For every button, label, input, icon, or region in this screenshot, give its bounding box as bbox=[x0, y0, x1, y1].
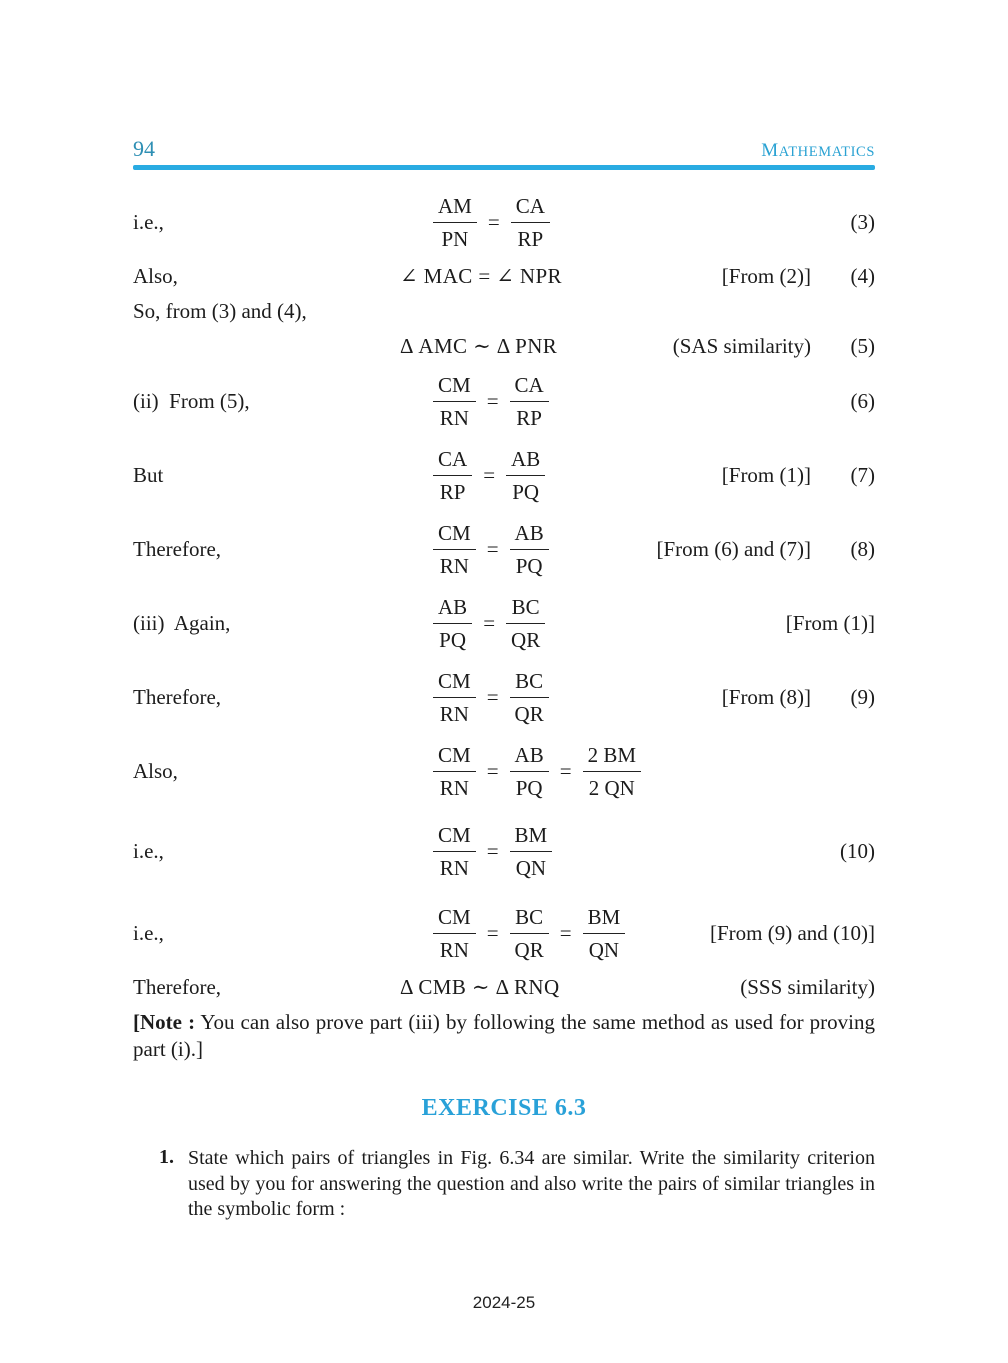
fraction-numerator: CA bbox=[511, 194, 550, 223]
proof-block bbox=[133, 185, 875, 1005]
fraction-denominator: PQ bbox=[439, 627, 467, 652]
proof-row-equation bbox=[400, 373, 811, 430]
fraction-denominator: RN bbox=[439, 405, 469, 430]
proof-row-label: Also, bbox=[133, 264, 178, 288]
equation-number: (7) bbox=[850, 462, 875, 487]
equation-number: (5) bbox=[850, 334, 875, 358]
fraction-numerator: AB bbox=[506, 447, 545, 476]
source-note: [From (6) and (7)] bbox=[656, 536, 811, 561]
equation-number: (10) bbox=[840, 838, 875, 863]
proof-row-label: Also, bbox=[133, 758, 178, 783]
proof-row-label: Therefore, bbox=[133, 684, 222, 709]
fraction-numerator: CM bbox=[433, 373, 476, 402]
proof-row-equation bbox=[400, 447, 722, 504]
page-header bbox=[133, 0, 875, 162]
fraction bbox=[510, 521, 549, 578]
proof-row-equation bbox=[400, 334, 673, 359]
proof-row-annotation bbox=[722, 463, 875, 488]
fraction-numerator: CM bbox=[433, 669, 476, 698]
fraction bbox=[583, 905, 626, 962]
header-rule bbox=[133, 165, 875, 170]
fraction bbox=[433, 743, 476, 800]
fraction-denominator: QR bbox=[514, 937, 544, 962]
proof-row-annotation bbox=[722, 685, 875, 710]
fraction bbox=[510, 373, 549, 430]
fraction bbox=[510, 905, 549, 962]
fraction-numerator: CA bbox=[433, 447, 472, 476]
fraction-denominator: RN bbox=[439, 553, 469, 578]
fraction-numerator: CM bbox=[433, 823, 476, 852]
equation-number: (8) bbox=[850, 536, 875, 561]
equation-text: Δ CMB ∼ Δ RNQ bbox=[400, 975, 560, 999]
fraction-denominator: QR bbox=[514, 701, 544, 726]
proof-row-equation bbox=[400, 905, 710, 962]
running-title-initial: M bbox=[761, 140, 779, 161]
running-title-rest: ATHEMATICS bbox=[778, 144, 875, 160]
exercise-heading: EXERCISE 6.3 bbox=[421, 1095, 587, 1121]
proof-row-annotation bbox=[722, 264, 875, 289]
equals-operator: = bbox=[559, 758, 572, 783]
question-text: State which pairs of triangles in Fig. 6.34 are similar. Write the similarity criterion used by you for answering the question and also write the pairs of similar triangles in the symbolic form : bbox=[188, 1147, 875, 1220]
fraction-numerator: AB bbox=[510, 521, 549, 550]
fraction-numerator: BC bbox=[506, 595, 545, 624]
equation-text: Δ AMC ∼ Δ PNR bbox=[400, 334, 558, 358]
proof-row-label: (iii) Again, bbox=[133, 610, 231, 635]
equation-number: (6) bbox=[850, 388, 875, 413]
fraction bbox=[510, 669, 549, 726]
proof-row bbox=[133, 512, 875, 586]
equals-operator: = bbox=[487, 209, 500, 234]
proof-row-equation bbox=[400, 264, 722, 289]
proof-row bbox=[133, 896, 875, 970]
equals-operator: = bbox=[559, 920, 572, 945]
fraction-denominator: RP bbox=[516, 405, 542, 430]
proof-row-label: Therefore, bbox=[133, 975, 222, 999]
fraction-denominator: 2 QN bbox=[588, 775, 635, 800]
question-item bbox=[133, 1146, 875, 1223]
fraction bbox=[433, 521, 476, 578]
source-note: (SSS similarity) bbox=[740, 975, 875, 999]
note-paragraph bbox=[133, 1009, 875, 1063]
proof-row-annotation bbox=[786, 611, 875, 636]
proof-row-label: i.e., bbox=[133, 920, 164, 945]
equation-number: (4) bbox=[850, 264, 875, 288]
fraction bbox=[510, 823, 553, 880]
proof-row-annotation bbox=[740, 975, 875, 1000]
proof-row-equation bbox=[400, 521, 656, 578]
fraction-numerator: AB bbox=[433, 595, 472, 624]
equation-number: (3) bbox=[850, 209, 875, 234]
fraction-numerator: BM bbox=[510, 823, 553, 852]
proof-row-label: i.e., bbox=[133, 209, 164, 234]
proof-row-annotation bbox=[673, 334, 875, 359]
proof-row bbox=[133, 259, 875, 294]
equals-operator: = bbox=[486, 684, 499, 709]
fraction-denominator: QR bbox=[511, 627, 541, 652]
equals-operator: = bbox=[486, 838, 499, 863]
fraction bbox=[433, 194, 477, 251]
equals-operator: = bbox=[486, 920, 499, 945]
equation-text: ∠ MAC = ∠ NPR bbox=[400, 264, 562, 288]
fraction-numerator: CM bbox=[433, 905, 476, 934]
proof-row-equation bbox=[400, 194, 811, 251]
fraction-denominator: PN bbox=[441, 226, 469, 251]
fraction-denominator: RN bbox=[439, 855, 469, 880]
fraction-denominator: RP bbox=[517, 226, 544, 251]
proof-row-equation bbox=[400, 669, 722, 726]
note-label: [Note : bbox=[133, 1010, 196, 1034]
fraction bbox=[433, 447, 472, 504]
source-note: [From (1)] bbox=[785, 610, 875, 635]
fraction bbox=[433, 595, 472, 652]
fraction bbox=[506, 595, 545, 652]
fraction-denominator: PQ bbox=[515, 775, 543, 800]
source-note: [From (8)] bbox=[721, 684, 811, 709]
proof-row bbox=[133, 438, 875, 512]
fraction-numerator: BM bbox=[583, 905, 626, 934]
equals-operator: = bbox=[486, 758, 499, 783]
equals-operator: = bbox=[483, 610, 496, 635]
fraction-denominator: RN bbox=[439, 937, 469, 962]
fraction-numerator: BC bbox=[510, 905, 549, 934]
fraction bbox=[433, 905, 476, 962]
proof-row-annotation bbox=[710, 921, 875, 946]
fraction-denominator: RN bbox=[439, 701, 469, 726]
fraction-numerator: AM bbox=[433, 194, 477, 223]
fraction bbox=[433, 669, 476, 726]
fraction-denominator: QN bbox=[515, 855, 547, 880]
proof-row bbox=[133, 660, 875, 734]
fraction-denominator: RN bbox=[439, 775, 469, 800]
source-note: [From (1)] bbox=[721, 462, 811, 487]
proof-row-annotation bbox=[811, 389, 875, 414]
fraction-denominator: PQ bbox=[515, 553, 543, 578]
proof-row bbox=[133, 586, 875, 660]
fraction-numerator: BC bbox=[510, 669, 549, 698]
footer-session-label: 2024-25 bbox=[472, 1293, 536, 1312]
fraction-denominator: QN bbox=[588, 937, 620, 962]
equals-operator: = bbox=[486, 388, 499, 413]
page-content bbox=[133, 0, 875, 1223]
equation-number: (9) bbox=[850, 684, 875, 709]
source-note: (SAS similarity) bbox=[672, 334, 811, 358]
proof-row-label: But bbox=[133, 462, 164, 487]
proof-row-annotation bbox=[656, 537, 875, 562]
proof-row bbox=[133, 329, 875, 364]
fraction bbox=[511, 194, 550, 251]
proof-row-equation bbox=[400, 743, 875, 800]
proof-row bbox=[133, 970, 875, 1005]
proof-row bbox=[133, 185, 875, 259]
source-note: [From (2)] bbox=[721, 264, 811, 288]
proof-row-equation bbox=[400, 823, 811, 880]
fraction bbox=[433, 373, 476, 430]
note-text: You can also prove part (iii) by following the same method as used for proving part (i).] bbox=[133, 1010, 876, 1061]
proof-row bbox=[133, 364, 875, 438]
proof-row bbox=[133, 294, 875, 329]
fraction-denominator: PQ bbox=[512, 479, 540, 504]
fraction bbox=[506, 447, 545, 504]
proof-row-annotation bbox=[811, 210, 875, 235]
proof-row-label: So, from (3) and (4), bbox=[133, 299, 307, 323]
fraction-numerator: AB bbox=[510, 743, 549, 772]
proof-row-equation bbox=[400, 975, 740, 1000]
fraction-numerator: CM bbox=[433, 521, 476, 550]
fraction bbox=[583, 743, 641, 800]
equals-operator: = bbox=[486, 536, 499, 561]
page-number: 94 bbox=[133, 136, 155, 161]
equals-operator: = bbox=[483, 462, 496, 487]
proof-row bbox=[133, 734, 875, 808]
fraction bbox=[433, 823, 476, 880]
fraction-numerator: CA bbox=[510, 373, 549, 402]
fraction-denominator: RP bbox=[439, 479, 466, 504]
proof-row-equation bbox=[400, 595, 786, 652]
fraction-numerator: 2 BM bbox=[583, 743, 641, 772]
fraction bbox=[510, 743, 549, 800]
proof-row-annotation bbox=[811, 839, 875, 864]
question-number: 1. bbox=[159, 1146, 174, 1168]
proof-row-label: Therefore, bbox=[133, 536, 222, 561]
proof-row bbox=[133, 814, 875, 888]
running-title bbox=[761, 140, 875, 162]
proof-row-label: i.e., bbox=[133, 838, 164, 863]
source-note: [From (9) and (10)] bbox=[709, 920, 875, 945]
proof-row-label: (ii) From (5), bbox=[133, 388, 250, 413]
fraction-numerator: CM bbox=[433, 743, 476, 772]
